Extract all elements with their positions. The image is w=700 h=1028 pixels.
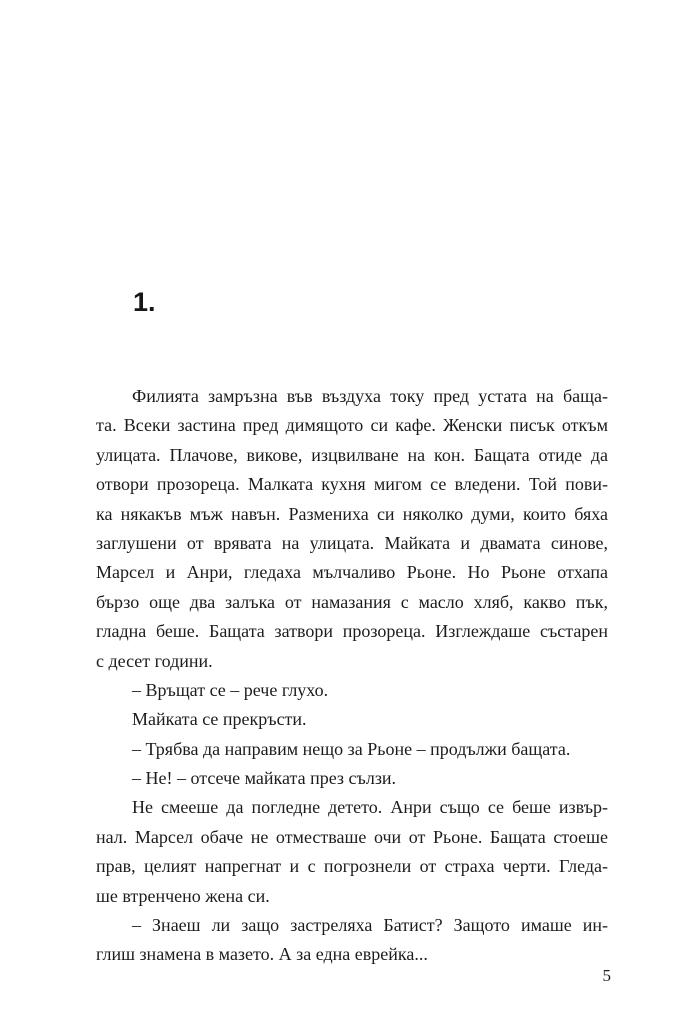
text-line: улицата. Плачове, викове, изцвилване на кон. Бащата отиде да bbox=[96, 444, 608, 465]
text-line: с десет години. bbox=[96, 650, 213, 671]
text-line: – Връщат се – рече глухо. bbox=[132, 679, 329, 700]
text-line: ше втренчено жена си. bbox=[96, 885, 270, 906]
text-line: Майката се прекръсти. bbox=[132, 709, 307, 730]
text-line: глиш знамена в мазето. А за една еврейка... bbox=[96, 944, 428, 965]
text-line: отвори прозореца. Малката кухня мигом се вледени. Той пови- bbox=[96, 474, 608, 495]
text-line: Марсел и Анри, гледаха мълчаливо Рьоне. Но Рьоне отхапа bbox=[96, 562, 608, 583]
text-line: нал. Марсел обаче не отместваше очи от Рьоне. Бащата стоеше bbox=[96, 826, 608, 847]
chapter-heading: 1. bbox=[133, 287, 156, 317]
text-line: Не смееше да погледне детето. Анри също се беше извър- bbox=[132, 797, 608, 818]
text-line: прав, целият напрегнат и с погрознели от страха черти. Гледа- bbox=[96, 856, 608, 877]
text-line: – Не! – отсече майката през сълзи. bbox=[132, 768, 397, 789]
text-line: та. Всеки застина пред димящото си кафе. Женски писък откъм bbox=[96, 415, 608, 436]
text-line: Филията замръзна във въздуха току пред устата на баща- bbox=[132, 386, 608, 406]
text-line: заглушени от врявата на улицата. Майката и двамата синове, bbox=[96, 532, 608, 553]
text-line: – Знаеш ли защо застреляха Батист? Защото имаше ин- bbox=[132, 915, 608, 936]
page-number: 5 bbox=[602, 966, 611, 985]
text-line: – Трябва да направим нещо за Рьоне – продължи бащата. bbox=[132, 738, 571, 759]
text-line: бързо още два залъка от намазания с масло хляб, какво пък, bbox=[96, 591, 608, 612]
body-text bbox=[96, 382, 608, 970]
text-line: гладна беше. Бащата затвори прозореца. Изглеждаше състарен bbox=[96, 621, 608, 642]
text-line: ка някакъв мъж навън. Размениха си няколко думи, които бяха bbox=[96, 503, 608, 524]
